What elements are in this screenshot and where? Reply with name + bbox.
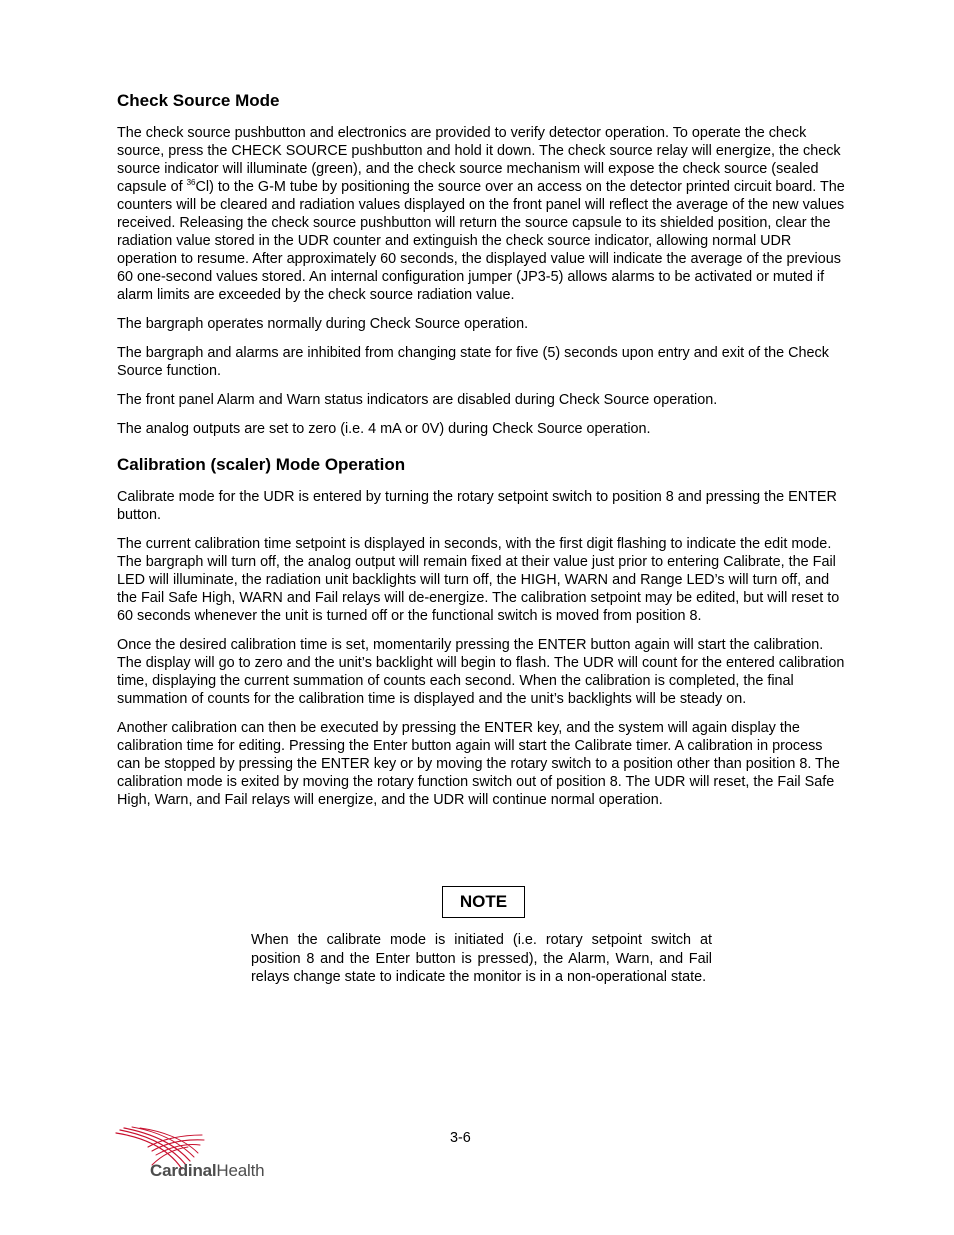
logo-text-health: Health [216,1161,265,1180]
paragraph-check-source-2: The bargraph operates normally during Check Source operation. [117,316,529,332]
paragraph-check-source-3: The bargraph and alarms are inhibited from changing state for five (5) seconds upon entry and exit of the Check Source function. [117,345,829,379]
logo-wordmark [150,1161,264,1181]
paragraph-calibration-4: Another calibration can then be executed by pressing the ENTER key, and the system will again display the calibration time for editing. Pressing the Enter button again will start the Calibrate timer. A calibration in process can be stopped by pressing the ENTER key or by moving the rotary switch to a position other than position 8. The calibration mode is exited by moving the rotary function switch out of position 8. The UDR will reset, the Fail Safe High, Warn, and Fail relays will energize, and the UDR will continue normal operation. [117,720,840,808]
section-heading-calibration: Calibration (scaler) Mode Operation [117,455,406,474]
note-label: NOTE [459,892,508,911]
paragraph-text: The check source pushbutton and electronics are provided to verify detector operation. To operate the check source, press the CHECK SOURCE pushbutton and hold it down. The check source relay will energize, the check source indicator will illuminate (green), and the check source mechanism will expose the check source (sealed capsule of [117,125,841,195]
note-label-box [442,886,525,918]
paragraph-check-source-5: The analog outputs are set to zero (i.e. 4 mA or 0V) during Check Source operation. [117,421,651,437]
paragraph-calibration-1: Calibrate mode for the UDR is entered by turning the rotary setpoint switch to position 8 and pressing the ENTER button. [117,489,837,523]
paragraph-text: Cl) to the G-M tube by positioning the source over an access on the detector printed circuit board. The counters will be cleared and radiation values displayed on the front panel will reflect the average of the new values received. Releasing the check source pushbutton will return the source capsule to its shielded position, clear the radiation value stored in the UDR counter and extinguish the check source indicator, allowing normal UDR operation to resume. After approximately 60 seconds, the displayed value will indicate the average of the previous 60 one-second values stored. An internal configuration jumper (JP3-5) allows alarms to be activated or muted if alarm limits are exceeded by the check source radiation value. [117,179,845,303]
cardinal-health-logo [112,1125,282,1185]
document-body [117,90,849,820]
logo-text-cardinal: Cardinal [150,1161,217,1180]
isotope-superscript: 36 [186,178,196,188]
note-text: When the calibrate mode is initiated (i.e. rotary setpoint switch at position 8 and the Enter button is pressed), the Alarm, Warn, and Fail relays change state to indicate the monitor is in a non-operational state. [251,932,712,985]
page-number: 3-6 [450,1130,471,1146]
paragraph-check-source-4: The front panel Alarm and Warn status indicators are disabled during Check Source operation. [117,392,718,408]
paragraph-calibration-2: The current calibration time setpoint is displayed in seconds, with the first digit flashing to indicate the edit mode. The bargraph will turn off, the analog output will remain fixed at their value just prior to entering Calibrate, the Fail LED will illuminate, the radiation unit backlights will turn off, the HIGH, WARN and Range LED’s will turn off, and the Fail Safe High, WARN and Fail relays will de-energize. The calibration setpoint may be edited, but will reset to 60 seconds whenever the unit is turned off or the functional switch is moved from position 8. [117,536,840,624]
paragraph-calibration-3: Once the desired calibration time is set, momentarily pressing the ENTER button again will start the calibration. The display will go to zero and the unit’s backlight will begin to flash. The UDR will count for the entered calibration time, displaying the current summation of counts each second. When the calibration is completed, the final summation of counts for the calibration time is displayed and the unit’s backlights will be steady on. [117,637,845,707]
section-heading-check-source: Check Source Mode [117,91,280,110]
paragraph-check-source-1 [117,124,849,304]
